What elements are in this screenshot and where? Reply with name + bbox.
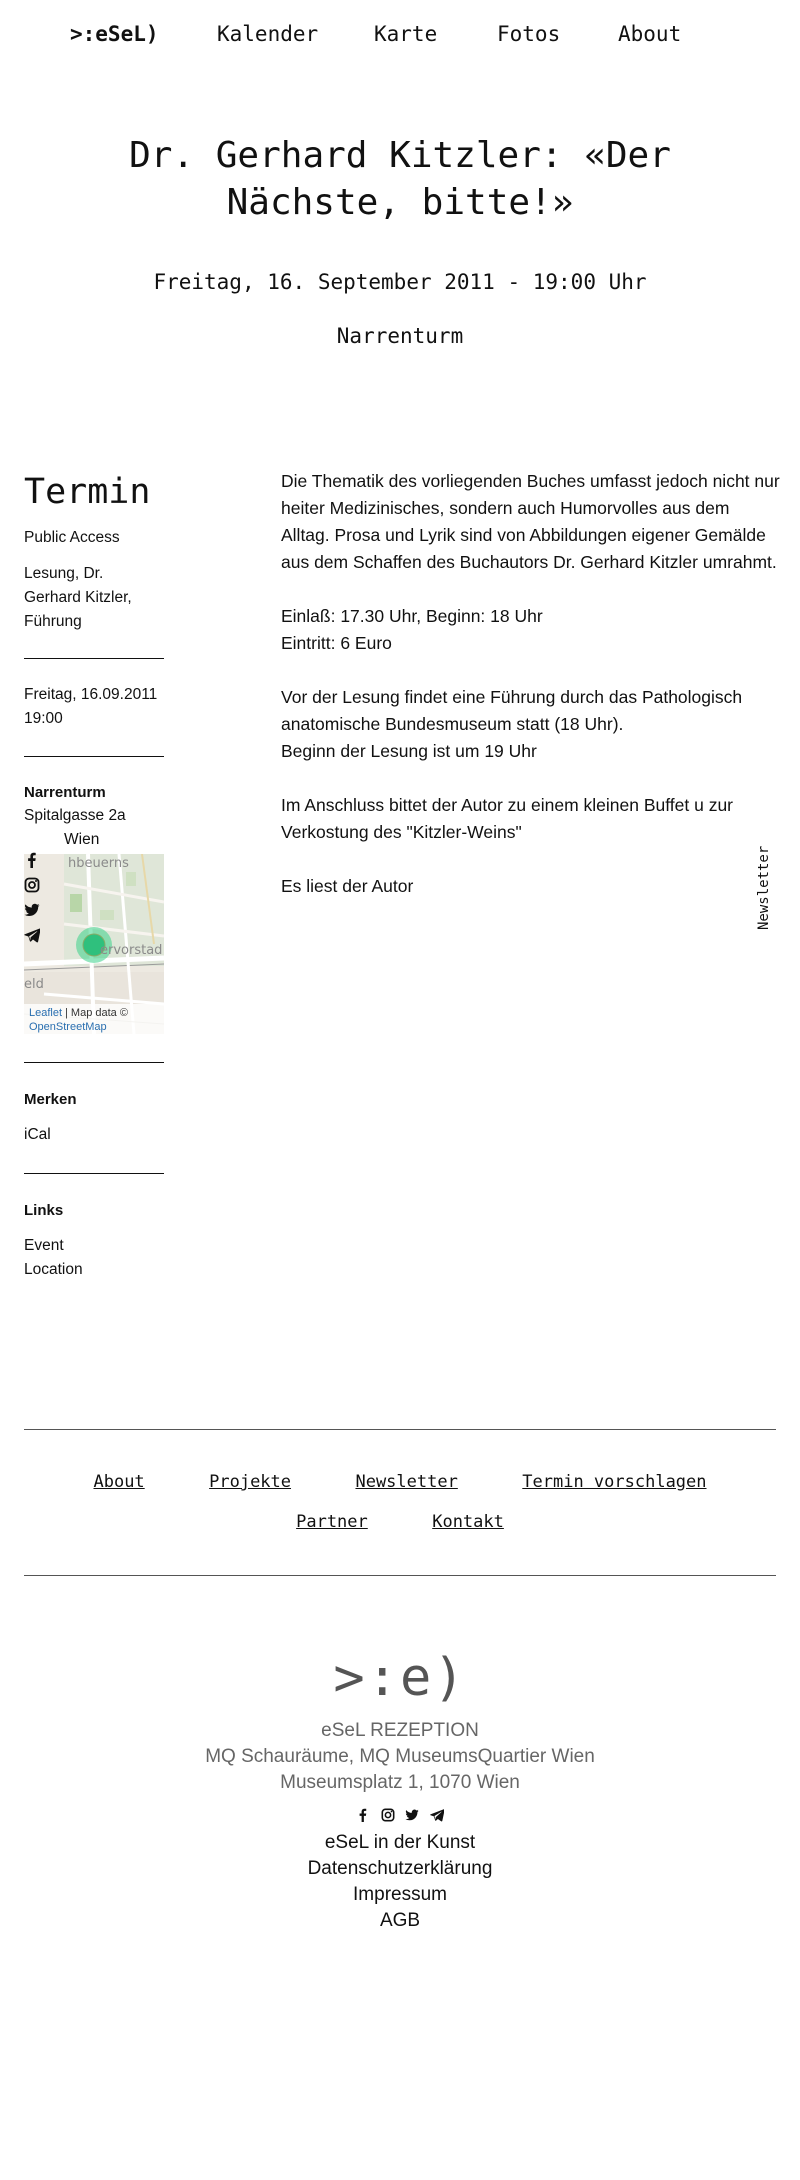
description-paragraph: Vor der Lesung findet eine Führung durch das Pathologisch anatomische Bundesmuseum statt (18 Uhr). Beginn der Lesung ist um 19 Uhr <box>281 687 743 761</box>
map-tiles <box>24 854 164 1034</box>
instagram-icon[interactable] <box>24 877 40 893</box>
facebook-icon[interactable] <box>24 852 40 868</box>
map-label-feld: eld <box>24 977 44 992</box>
ical-link[interactable]: iCal <box>24 1126 51 1143</box>
facebook-icon[interactable] <box>356 1808 370 1822</box>
event-datetime: Freitag, 16. September 2011 - 19:00 Uhr <box>153 270 647 294</box>
instagram-icon[interactable] <box>381 1808 395 1822</box>
event-title: Dr. Gerhard Kitzler: «Der Nächste, bitte!» <box>129 135 671 223</box>
map-label-street: hbeuerns <box>68 856 129 871</box>
sidebar-heading: Termin <box>24 472 151 512</box>
site-logo[interactable]: >:eSeL) <box>70 22 159 46</box>
top-navigation <box>0 18 800 54</box>
openstreetmap-link[interactable]: OpenStreetMap <box>29 1021 107 1033</box>
map-label-district: ervorstad <box>100 943 163 958</box>
footer-link-kontakt[interactable]: Kontakt <box>432 1512 504 1532</box>
footer-link-esel-in-der-kunst[interactable]: eSeL in der Kunst <box>324 1832 476 1853</box>
location-page-link[interactable]: Location <box>24 1261 83 1278</box>
footer-org-name: eSeL REZEPTION <box>321 1720 479 1741</box>
description-paragraph: Einlaß: 17.30 Uhr, Beginn: 18 Uhr Eintritt: 6 Euro <box>281 606 543 653</box>
sidebar-date: Freitag, 16.09.2011 <box>24 686 158 703</box>
location-street: Spitalgasse 2a <box>24 807 126 824</box>
footer-divider <box>24 1575 776 1576</box>
footer-address-line-2: Museumsplatz 1, 1070 Wien <box>280 1772 520 1793</box>
footer-divider <box>24 1429 776 1430</box>
footer-nav-row-1 <box>0 1472 800 1492</box>
event-tags: Lesung, Dr. Gerhard Kitzler, Führung <box>24 565 132 630</box>
location-link[interactable]: Narrenturm <box>24 784 106 801</box>
telegram-icon[interactable] <box>24 927 40 943</box>
event-description <box>281 468 781 927</box>
event-venue: Narrenturm <box>336 324 464 348</box>
footer-link-partner[interactable]: Partner <box>296 1512 368 1532</box>
divider <box>24 1173 164 1174</box>
nav-fotos[interactable]: Fotos <box>497 22 561 46</box>
footer-link-about[interactable]: About <box>93 1472 145 1492</box>
footer-link-newsletter[interactable]: Newsletter <box>355 1472 458 1492</box>
access-label: Public Access <box>24 529 120 546</box>
nav-kalender[interactable]: Kalender <box>217 22 319 46</box>
footer-link-impressum[interactable]: Impressum <box>353 1884 447 1905</box>
footer-logo: >:e) <box>333 1648 467 1708</box>
description-paragraph: Die Thematik des vorliegenden Buches umfasst jedoch nicht nur heiter Medizinisches, sondern auch Humorvolles aus dem Alltag. Prosa und Lyrik sind von Abbildungen eigener Gemälde aus dem Schaffen des Buchautors Dr. Gerhard Kitzler umrahmt. <box>281 471 780 572</box>
footer-link-termin-vorschlagen[interactable]: Termin vorschlagen <box>522 1472 707 1492</box>
leaflet-link[interactable]: Leaflet <box>29 1007 63 1019</box>
footer-nav-row-2 <box>0 1512 800 1532</box>
footer-link-datenschutz[interactable]: Datenschutzerklärung <box>307 1858 493 1879</box>
newsletter-tab-label: Newsletter <box>756 845 772 930</box>
merken-heading: Merken <box>24 1091 77 1108</box>
nav-karte[interactable]: Karte <box>374 22 438 46</box>
sidebar-time: 19:00 <box>24 710 63 727</box>
event-sidebar <box>24 470 164 1282</box>
map-area <box>24 854 164 1036</box>
description-paragraph: Im Anschluss bittet der Autor zu einem kleinen Buffet u zur Verkostung des "Kitzler-Weins" <box>281 795 734 842</box>
links-heading: Links <box>24 1202 64 1219</box>
location-map[interactable] <box>24 854 164 1034</box>
event-header <box>0 132 800 348</box>
footer-social-icons <box>0 1806 800 1824</box>
divider <box>24 756 164 757</box>
footer-link-agb[interactable]: AGB <box>379 1910 421 1931</box>
share-icons <box>24 852 44 952</box>
divider <box>24 658 164 659</box>
description-paragraph: Es liest der Autor <box>281 876 414 896</box>
nav-about[interactable]: About <box>618 22 682 46</box>
site-footer <box>0 1648 800 1934</box>
footer-link-projekte[interactable]: Projekte <box>209 1472 292 1492</box>
footer-address-line-1: MQ Schauräume, MQ MuseumsQuartier Wien <box>205 1746 595 1767</box>
twitter-icon[interactable] <box>405 1808 419 1822</box>
twitter-icon[interactable] <box>24 902 40 918</box>
telegram-icon[interactable] <box>430 1808 444 1822</box>
event-link[interactable]: Event <box>24 1237 64 1254</box>
newsletter-tab[interactable] <box>754 846 778 936</box>
divider <box>24 1062 164 1063</box>
map-attribution-text: | Map data © <box>65 1007 128 1019</box>
location-city: Wien <box>64 831 100 848</box>
